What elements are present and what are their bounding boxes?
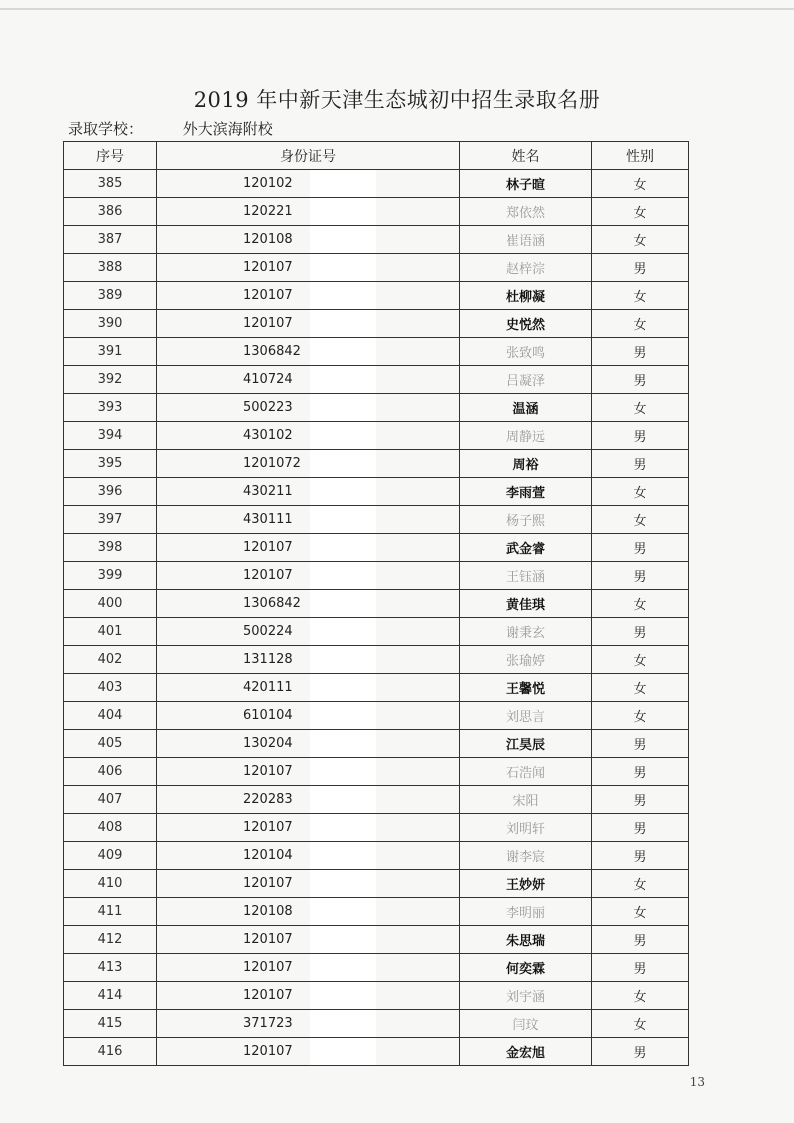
table-row — [64, 1010, 689, 1038]
redaction-mask — [310, 226, 376, 253]
cell-number: 394 — [64, 422, 157, 450]
cell-id-number — [157, 590, 460, 618]
cell-gender: 男 — [592, 338, 689, 366]
id-prefix: 130204 — [243, 736, 293, 751]
cell-gender: 女 — [592, 478, 689, 506]
cell-number: 400 — [64, 590, 157, 618]
id-prefix: 420111 — [243, 680, 293, 695]
cell-gender: 女 — [592, 282, 689, 310]
cell-number: 406 — [64, 758, 157, 786]
cell-id-number — [157, 422, 460, 450]
id-prefix: 120107 — [243, 540, 293, 555]
id-prefix: 131128 — [243, 652, 293, 667]
cell-number: 399 — [64, 562, 157, 590]
table-row — [64, 338, 689, 366]
redaction-mask — [310, 170, 376, 197]
redaction-mask — [310, 394, 376, 421]
id-prefix: 1306842 — [243, 344, 301, 359]
cell-id-number — [157, 842, 460, 870]
table-row — [64, 450, 689, 478]
cell-gender: 男 — [592, 618, 689, 646]
cell-name: 刘明轩 — [460, 814, 592, 842]
id-prefix: 120107 — [243, 764, 293, 779]
redaction-mask — [310, 1038, 376, 1065]
redaction-mask — [310, 786, 376, 813]
cell-id-number — [157, 926, 460, 954]
redaction-mask — [310, 422, 376, 449]
redaction-mask — [310, 870, 376, 897]
redaction-mask — [310, 814, 376, 841]
cell-id-number — [157, 338, 460, 366]
cell-number: 398 — [64, 534, 157, 562]
id-prefix: 610104 — [243, 708, 293, 723]
cell-id-number — [157, 562, 460, 590]
id-prefix: 120107 — [243, 288, 293, 303]
redaction-mask — [310, 954, 376, 981]
cell-id-number — [157, 1038, 460, 1066]
cell-name: 温涵 — [460, 394, 592, 422]
cell-name: 林子暄 — [460, 170, 592, 198]
cell-gender: 男 — [592, 786, 689, 814]
page-edge — [0, 8, 794, 10]
table-row — [64, 366, 689, 394]
cell-id-number — [157, 226, 460, 254]
cell-name: 周裕 — [460, 450, 592, 478]
cell-gender: 男 — [592, 366, 689, 394]
cell-number: 392 — [64, 366, 157, 394]
cell-name: 谢李宸 — [460, 842, 592, 870]
cell-gender: 女 — [592, 674, 689, 702]
table-row — [64, 674, 689, 702]
cell-id-number — [157, 506, 460, 534]
id-prefix: 120107 — [243, 988, 293, 1003]
table-row — [64, 534, 689, 562]
table-row — [64, 254, 689, 282]
cell-id-number — [157, 702, 460, 730]
cell-id-number — [157, 534, 460, 562]
cell-number: 401 — [64, 618, 157, 646]
cell-gender: 男 — [592, 954, 689, 982]
cell-name: 吕凝泽 — [460, 366, 592, 394]
cell-name: 王馨悦 — [460, 674, 592, 702]
table-row — [64, 226, 689, 254]
cell-id-number — [157, 618, 460, 646]
cell-id-number — [157, 478, 460, 506]
id-prefix: 1201072 — [243, 456, 301, 471]
id-prefix: 120108 — [243, 904, 293, 919]
cell-name: 杨子熙 — [460, 506, 592, 534]
cell-number: 389 — [64, 282, 157, 310]
cell-name: 王钰涵 — [460, 562, 592, 590]
cell-id-number — [157, 758, 460, 786]
school-name: 外大滨海附校 — [182, 120, 273, 138]
cell-number: 404 — [64, 702, 157, 730]
cell-gender: 女 — [592, 226, 689, 254]
page-title: 2019 年中新天津生态城初中招生录取名册 — [193, 88, 601, 112]
cell-id-number — [157, 814, 460, 842]
cell-name: 何奕霖 — [460, 954, 592, 982]
table-row — [64, 814, 689, 842]
id-prefix: 120107 — [243, 932, 293, 947]
cell-gender: 男 — [592, 534, 689, 562]
cell-name: 张致鸣 — [460, 338, 592, 366]
cell-name: 石浩闻 — [460, 758, 592, 786]
cell-number: 405 — [64, 730, 157, 758]
cell-number: 396 — [64, 478, 157, 506]
page-number: 13 — [689, 1075, 705, 1089]
cell-name: 武金睿 — [460, 534, 592, 562]
cell-gender: 男 — [592, 422, 689, 450]
cell-id-number — [157, 786, 460, 814]
cell-number: 412 — [64, 926, 157, 954]
table-row — [64, 870, 689, 898]
redaction-mask — [310, 254, 376, 281]
cell-gender: 男 — [592, 254, 689, 282]
redaction-mask — [310, 590, 376, 617]
redaction-mask — [310, 758, 376, 785]
cell-gender: 女 — [592, 898, 689, 926]
cell-number: 391 — [64, 338, 157, 366]
redaction-mask — [310, 478, 376, 505]
redaction-mask — [310, 506, 376, 533]
id-prefix: 120107 — [243, 260, 293, 275]
cell-number: 397 — [64, 506, 157, 534]
table-row — [64, 646, 689, 674]
table-row — [64, 702, 689, 730]
admission-table — [63, 141, 689, 1066]
table-row — [64, 590, 689, 618]
cell-number: 409 — [64, 842, 157, 870]
cell-id-number — [157, 1010, 460, 1038]
redaction-mask — [310, 366, 376, 393]
redaction-mask — [310, 450, 376, 477]
cell-name: 刘宇涵 — [460, 982, 592, 1010]
table-row — [64, 282, 689, 310]
cell-gender: 女 — [592, 198, 689, 226]
id-prefix: 1306842 — [243, 596, 301, 611]
id-prefix: 120107 — [243, 960, 293, 975]
table-row — [64, 618, 689, 646]
cell-number: 415 — [64, 1010, 157, 1038]
cell-id-number — [157, 282, 460, 310]
table-row — [64, 926, 689, 954]
redaction-mask — [310, 646, 376, 673]
header-id-number: 身份证号 — [157, 142, 460, 170]
cell-number: 407 — [64, 786, 157, 814]
cell-number: 413 — [64, 954, 157, 982]
school-label: 录取学校： — [68, 120, 144, 138]
table-row — [64, 198, 689, 226]
id-prefix: 220283 — [243, 792, 293, 807]
cell-name: 江昊辰 — [460, 730, 592, 758]
cell-name: 崔语涵 — [460, 226, 592, 254]
table-row — [64, 506, 689, 534]
redaction-mask — [310, 310, 376, 337]
table-header-row — [64, 142, 689, 170]
cell-gender: 男 — [592, 562, 689, 590]
cell-gender: 女 — [592, 702, 689, 730]
id-prefix: 430111 — [243, 512, 293, 527]
cell-gender: 女 — [592, 982, 689, 1010]
redaction-mask — [310, 282, 376, 309]
cell-id-number — [157, 394, 460, 422]
id-prefix: 500224 — [243, 624, 293, 639]
cell-gender: 女 — [592, 506, 689, 534]
id-prefix: 120107 — [243, 820, 293, 835]
cell-name: 闫玟 — [460, 1010, 592, 1038]
cell-gender: 男 — [592, 730, 689, 758]
table-row — [64, 758, 689, 786]
cell-id-number — [157, 366, 460, 394]
cell-number: 403 — [64, 674, 157, 702]
cell-gender: 女 — [592, 590, 689, 618]
cell-number: 385 — [64, 170, 157, 198]
cell-name: 赵梓淙 — [460, 254, 592, 282]
redaction-mask — [310, 1010, 376, 1037]
cell-id-number — [157, 674, 460, 702]
header-gender: 性别 — [592, 142, 689, 170]
header-name: 姓名 — [460, 142, 592, 170]
cell-id-number — [157, 982, 460, 1010]
cell-name: 金宏旭 — [460, 1038, 592, 1066]
table-row — [64, 730, 689, 758]
cell-id-number — [157, 450, 460, 478]
redaction-mask — [310, 534, 376, 561]
table-row — [64, 786, 689, 814]
cell-id-number — [157, 646, 460, 674]
redaction-mask — [310, 926, 376, 953]
cell-id-number — [157, 198, 460, 226]
table-row — [64, 1038, 689, 1066]
id-prefix: 430102 — [243, 428, 293, 443]
school-row — [68, 118, 273, 139]
cell-gender: 女 — [592, 310, 689, 338]
table-row — [64, 842, 689, 870]
cell-name: 刘思言 — [460, 702, 592, 730]
cell-number: 402 — [64, 646, 157, 674]
cell-number: 393 — [64, 394, 157, 422]
redaction-mask — [310, 982, 376, 1009]
cell-name: 李雨萱 — [460, 478, 592, 506]
table-row — [64, 422, 689, 450]
cell-gender: 男 — [592, 1038, 689, 1066]
cell-gender: 男 — [592, 450, 689, 478]
redaction-mask — [310, 674, 376, 701]
cell-name: 张瑜婷 — [460, 646, 592, 674]
id-prefix: 120107 — [243, 1044, 293, 1059]
id-prefix: 120108 — [243, 232, 293, 247]
cell-name: 史悦然 — [460, 310, 592, 338]
redaction-mask — [310, 898, 376, 925]
cell-name: 黄佳琪 — [460, 590, 592, 618]
cell-id-number — [157, 254, 460, 282]
id-prefix: 120107 — [243, 876, 293, 891]
cell-number: 408 — [64, 814, 157, 842]
cell-name: 郑依然 — [460, 198, 592, 226]
cell-gender: 男 — [592, 926, 689, 954]
cell-name: 朱思瑞 — [460, 926, 592, 954]
table-row — [64, 478, 689, 506]
redaction-mask — [310, 562, 376, 589]
cell-number: 387 — [64, 226, 157, 254]
cell-id-number — [157, 730, 460, 758]
id-prefix: 120104 — [243, 848, 293, 863]
cell-number: 416 — [64, 1038, 157, 1066]
cell-gender: 男 — [592, 842, 689, 870]
cell-name: 王妙妍 — [460, 870, 592, 898]
table-row — [64, 310, 689, 338]
cell-gender: 女 — [592, 646, 689, 674]
cell-gender: 女 — [592, 170, 689, 198]
id-prefix: 120107 — [243, 568, 293, 583]
cell-number: 386 — [64, 198, 157, 226]
cell-gender: 男 — [592, 758, 689, 786]
id-prefix: 500223 — [243, 400, 293, 415]
redaction-mask — [310, 842, 376, 869]
redaction-mask — [310, 702, 376, 729]
redaction-mask — [310, 730, 376, 757]
id-prefix: 371723 — [243, 1016, 293, 1031]
cell-name: 谢秉玄 — [460, 618, 592, 646]
cell-name: 杜柳凝 — [460, 282, 592, 310]
id-prefix: 410724 — [243, 372, 293, 387]
redaction-mask — [310, 338, 376, 365]
table-row — [64, 562, 689, 590]
cell-name: 周静远 — [460, 422, 592, 450]
cell-number: 388 — [64, 254, 157, 282]
id-prefix: 120221 — [243, 204, 293, 219]
redaction-mask — [310, 618, 376, 645]
cell-gender: 女 — [592, 870, 689, 898]
cell-number: 395 — [64, 450, 157, 478]
redaction-mask — [310, 198, 376, 225]
cell-id-number — [157, 898, 460, 926]
cell-name: 宋阳 — [460, 786, 592, 814]
cell-id-number — [157, 870, 460, 898]
cell-number: 411 — [64, 898, 157, 926]
id-prefix: 120107 — [243, 316, 293, 331]
table-row — [64, 394, 689, 422]
cell-number: 414 — [64, 982, 157, 1010]
table-row — [64, 170, 689, 198]
id-prefix: 120102 — [243, 176, 293, 191]
cell-id-number — [157, 170, 460, 198]
table-row — [64, 954, 689, 982]
cell-number: 390 — [64, 310, 157, 338]
cell-gender: 女 — [592, 1010, 689, 1038]
cell-id-number — [157, 310, 460, 338]
cell-gender: 男 — [592, 814, 689, 842]
id-prefix: 430211 — [243, 484, 293, 499]
cell-gender: 女 — [592, 394, 689, 422]
table-row — [64, 982, 689, 1010]
cell-number: 410 — [64, 870, 157, 898]
table-row — [64, 898, 689, 926]
header-number: 序号 — [64, 142, 157, 170]
cell-name: 李明丽 — [460, 898, 592, 926]
cell-id-number — [157, 954, 460, 982]
